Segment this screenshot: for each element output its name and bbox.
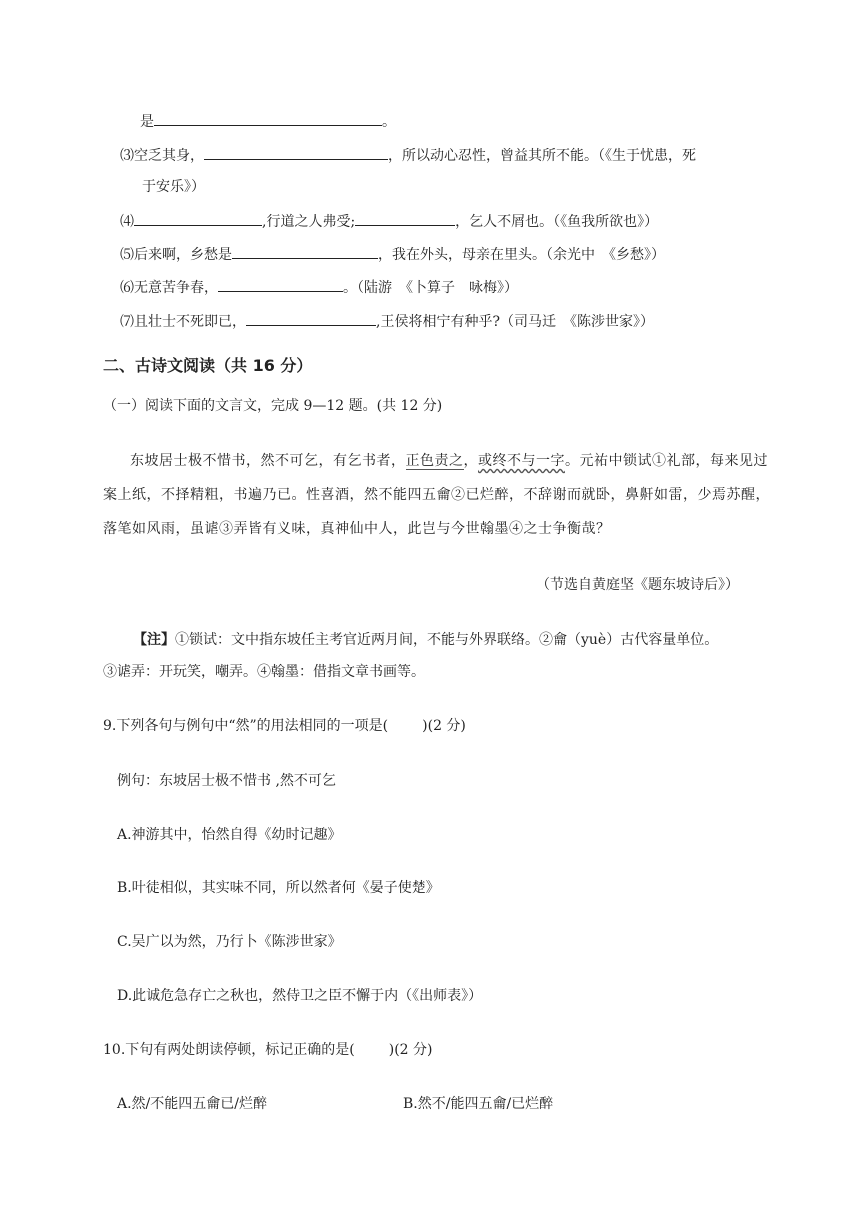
option-b: B.叶徒相似，其实味不同，所以然者何《晏子使楚》 bbox=[117, 880, 440, 896]
fill-item-6 bbox=[120, 276, 518, 298]
question-points: )(2 分) bbox=[422, 718, 466, 734]
answer-blank[interactable] bbox=[218, 276, 343, 292]
wavy-underlined-phrase: 或终不与一字 bbox=[478, 453, 565, 469]
question-stem: 9.下列各句与例句中“然”的用法相同的一项是( bbox=[103, 718, 389, 734]
option-b: B.然不/能四五龠/已烂醉 bbox=[403, 1096, 554, 1112]
item5-prefix: ⑸后来啊，乡愁是 bbox=[120, 247, 232, 263]
answer-blank[interactable] bbox=[232, 243, 378, 259]
passage-line-1 bbox=[130, 451, 768, 471]
section-title: 二、古诗文阅读（共 16 分） bbox=[103, 356, 313, 375]
note-text: ①锁试：文中指东坡任主考官近两月间，不能与外界联络。②龠（yuè）古代容量单位。 bbox=[175, 632, 719, 648]
question-stem: 10.下句有两处朗读停顿，标记正确的是( bbox=[103, 1042, 355, 1058]
answer-blank[interactable] bbox=[355, 210, 455, 226]
question-9-example: 例句：东坡居士极不惜书 ,然不可乞 bbox=[117, 773, 336, 789]
underlined-phrase: 正色责之 bbox=[405, 453, 464, 469]
fill-line-1-prefix: 是 bbox=[140, 114, 154, 130]
answer-blank[interactable] bbox=[204, 144, 388, 160]
option-a: A.然/不能四五龠已/烂醉 bbox=[117, 1096, 267, 1112]
item4-mid: ,行道之人弗受; bbox=[262, 214, 356, 230]
item6-prefix: ⑹无意苦争春， bbox=[120, 280, 218, 296]
item4-prefix: ⑷ bbox=[120, 214, 134, 230]
answer-blank[interactable] bbox=[154, 110, 382, 126]
fill-line-1-suffix: 。 bbox=[382, 114, 396, 130]
option-a: A.神游其中，怡然自得《幼时记趣》 bbox=[117, 827, 342, 843]
passage-source: （节选自黄庭坚《题东坡诗后》） bbox=[536, 577, 739, 593]
fill-item-4 bbox=[120, 210, 658, 232]
answer-blank[interactable] bbox=[134, 210, 262, 226]
passage-text: 。元祐中锁试①礼部，每来见过 bbox=[565, 453, 768, 469]
note-label: 【注】 bbox=[133, 632, 175, 648]
item6-suffix: 。（陆游 《卜算子 咏梅》） bbox=[343, 280, 518, 296]
answer-blank[interactable] bbox=[246, 310, 376, 326]
item3-continuation: 于安乐》） bbox=[142, 179, 205, 195]
question-10-stem bbox=[103, 1040, 432, 1060]
item5-suffix: ，我在外头，母亲在里头。（余光中 《乡愁》） bbox=[378, 247, 665, 263]
item7-prefix: ⑺且壮士不死即已， bbox=[120, 314, 246, 330]
question-9-stem bbox=[103, 716, 466, 736]
note-line-2: ③谑弄：开玩笑，嘲弄。④翰墨：借指文章书画等。 bbox=[103, 664, 425, 680]
fill-item-3 bbox=[120, 144, 696, 166]
option-d: D.此诚危急存亡之秋也，然侍卫之臣不懈于内（《出师表》） bbox=[117, 988, 483, 1004]
fill-line-1 bbox=[140, 110, 396, 132]
item3-suffix: ，所以动心忍性，曾益其所不能。（《生于忧患，死 bbox=[388, 148, 696, 164]
option-c: C.吴广以为然，乃行卜《陈涉世家》 bbox=[117, 934, 342, 950]
fill-item-7 bbox=[120, 310, 654, 332]
item3-prefix: ⑶空乏其身， bbox=[120, 148, 204, 164]
item7-suffix: ,王侯将相宁有种乎?（司马迁 《陈涉世家》） bbox=[376, 314, 654, 330]
passage-text: ， bbox=[463, 453, 478, 469]
item4-suffix: ，乞人不屑也。（《鱼我所欲也》） bbox=[455, 214, 659, 230]
subsection-title: （一）阅读下面的文言文，完成 9—12 题。(共 12 分) bbox=[103, 398, 443, 414]
question-points: )(2 分) bbox=[388, 1042, 433, 1058]
passage-line-2: 案上纸，不择精粗，书遍乃已。性喜酒，然不能四五龠②已烂醉，不辞谢而就卧，鼻鼾如雷，少焉苏醒， bbox=[103, 487, 770, 503]
passage-line-3: 落笔如风雨，虽谑③弄皆有义味，真神仙中人，此岂与今世翰墨④之士争衡哉？ bbox=[103, 521, 611, 537]
note-line-1 bbox=[133, 630, 718, 650]
passage-text: 东坡居士极不惜书，然不可乞，有乞书者， bbox=[130, 453, 406, 469]
fill-item-5 bbox=[120, 243, 665, 265]
